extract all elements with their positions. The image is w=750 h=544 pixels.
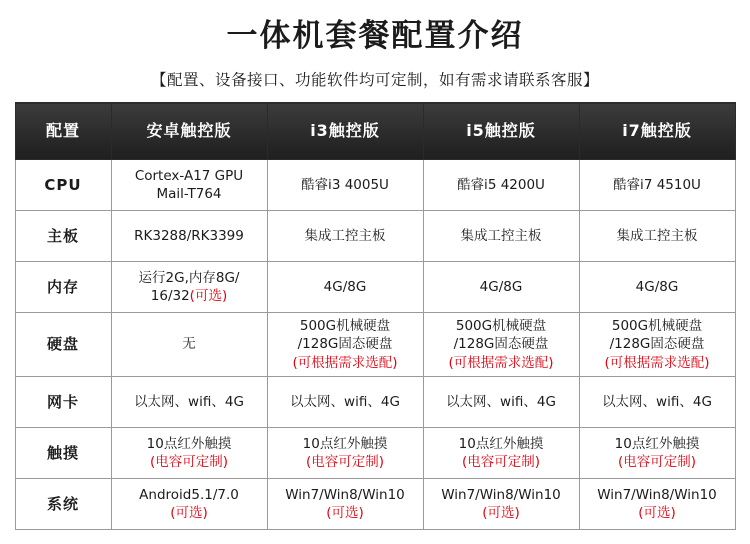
table-cell	[111, 313, 267, 377]
cell-line: 4G/8G	[323, 279, 367, 296]
cell-line: 500G机械硬盘	[455, 318, 547, 335]
cell-note-red: (可选)	[189, 288, 228, 305]
table-cell	[111, 376, 267, 427]
table-row	[15, 160, 735, 211]
table-cell	[267, 262, 423, 313]
cell-line: /128G固态硬盘	[297, 336, 393, 353]
table-row	[15, 427, 735, 478]
cell-line: 集成工控主板	[460, 228, 542, 245]
cell-line	[114, 287, 265, 305]
cell-line: Cortex-A17 GPU	[134, 167, 244, 184]
cell-line: Mail-T764	[156, 186, 222, 203]
row-header: 触摸	[15, 427, 111, 478]
table-cell	[423, 160, 579, 211]
cell-line: /128G固态硬盘	[453, 336, 549, 353]
cell-line: /128G固态硬盘	[609, 336, 705, 353]
column-header-i3: i3触控版	[267, 103, 423, 160]
cell-line: (可根据需求选配)	[448, 354, 554, 371]
cell-line: (可选)	[482, 504, 520, 521]
cell-line: 以太网、wifi、4G	[134, 393, 244, 410]
cell-line: 10点红外触摸	[614, 435, 700, 452]
table-cell	[423, 478, 579, 529]
cell-line: 以太网、wifi、4G	[602, 393, 712, 410]
table-cell	[267, 427, 423, 478]
table-cell	[423, 262, 579, 313]
table-cell	[267, 211, 423, 262]
cell-line: 500G机械硬盘	[299, 318, 391, 335]
table-row	[15, 376, 735, 427]
cell-line: 集成工控主板	[304, 228, 386, 245]
table-cell	[111, 262, 267, 313]
cell-line: (电容可定制)	[617, 453, 697, 470]
page-title: 一体机套餐配置介绍	[226, 18, 524, 54]
cell-line: 酷睿i3 4005U	[301, 177, 389, 194]
cell-line: 4G/8G	[479, 279, 523, 296]
table-cell	[111, 427, 267, 478]
column-header-config: 配置	[15, 103, 111, 160]
specification-table	[15, 102, 736, 530]
row-header: 内存	[15, 262, 111, 313]
row-header: 主板	[15, 211, 111, 262]
table-body	[15, 160, 735, 530]
page-subtitle: 【配置、设备接口、功能软件均可定制，如有需求请联系客服】	[150, 71, 599, 90]
row-header: 网卡	[15, 376, 111, 427]
cell-line: Win7/Win8/Win10	[597, 486, 717, 503]
table-cell	[579, 427, 735, 478]
table-cell	[111, 478, 267, 529]
table-cell	[423, 427, 579, 478]
table-cell	[579, 313, 735, 377]
cell-line: 4G/8G	[635, 279, 679, 296]
cell-line: (可选)	[326, 504, 364, 521]
cell-line: RK3288/RK3399	[134, 228, 244, 245]
cell-text: 16/32	[150, 288, 190, 305]
table-cell	[267, 313, 423, 377]
table-cell	[579, 211, 735, 262]
cell-line: (电容可定制)	[305, 453, 385, 470]
cell-line: 10点红外触摸	[458, 435, 544, 452]
table-header	[15, 103, 735, 160]
cell-line: 以太网、wifi、4G	[290, 393, 400, 410]
table-row	[15, 211, 735, 262]
column-header-i7: i7触控版	[579, 103, 735, 160]
table-row	[15, 262, 735, 313]
row-header: 系统	[15, 478, 111, 529]
table-cell	[579, 376, 735, 427]
cell-line: 酷睿i5 4200U	[457, 177, 545, 194]
cell-line: 10点红外触摸	[302, 435, 388, 452]
cell-line: (电容可定制)	[461, 453, 541, 470]
table-cell	[111, 211, 267, 262]
table-cell	[579, 262, 735, 313]
cell-line: 运行2G,内存8G/	[138, 269, 240, 286]
cell-line: Win7/Win8/Win10	[285, 486, 405, 503]
table-row	[15, 313, 735, 377]
table-cell	[579, 160, 735, 211]
cell-line: 以太网、wifi、4G	[446, 393, 556, 410]
column-header-android: 安卓触控版	[111, 103, 267, 160]
table-cell	[267, 160, 423, 211]
cell-line: 500G机械硬盘	[611, 318, 703, 335]
table-cell	[423, 211, 579, 262]
table-header-row	[15, 103, 735, 160]
cell-line: (可根据需求选配)	[292, 354, 398, 371]
cell-line: 无	[182, 336, 196, 353]
cell-line: 10点红外触摸	[146, 435, 232, 452]
cell-line: 集成工控主板	[616, 228, 698, 245]
cell-line: (可根据需求选配)	[604, 354, 710, 371]
cell-line: (可选)	[170, 504, 208, 521]
table-cell	[267, 376, 423, 427]
table-cell	[111, 160, 267, 211]
cell-line: (可选)	[638, 504, 676, 521]
row-header: 硬盘	[15, 313, 111, 377]
cell-line: Win7/Win8/Win10	[441, 486, 561, 503]
table-cell	[579, 478, 735, 529]
table-cell	[423, 313, 579, 377]
cell-line: Android5.1/7.0	[139, 486, 239, 503]
table-row	[15, 478, 735, 529]
table-cell	[267, 478, 423, 529]
cell-line: 酷睿i7 4510U	[613, 177, 701, 194]
column-header-i5: i5触控版	[423, 103, 579, 160]
row-header: CPU	[15, 160, 111, 211]
table-cell	[423, 376, 579, 427]
cell-line: (电容可定制)	[149, 453, 229, 470]
